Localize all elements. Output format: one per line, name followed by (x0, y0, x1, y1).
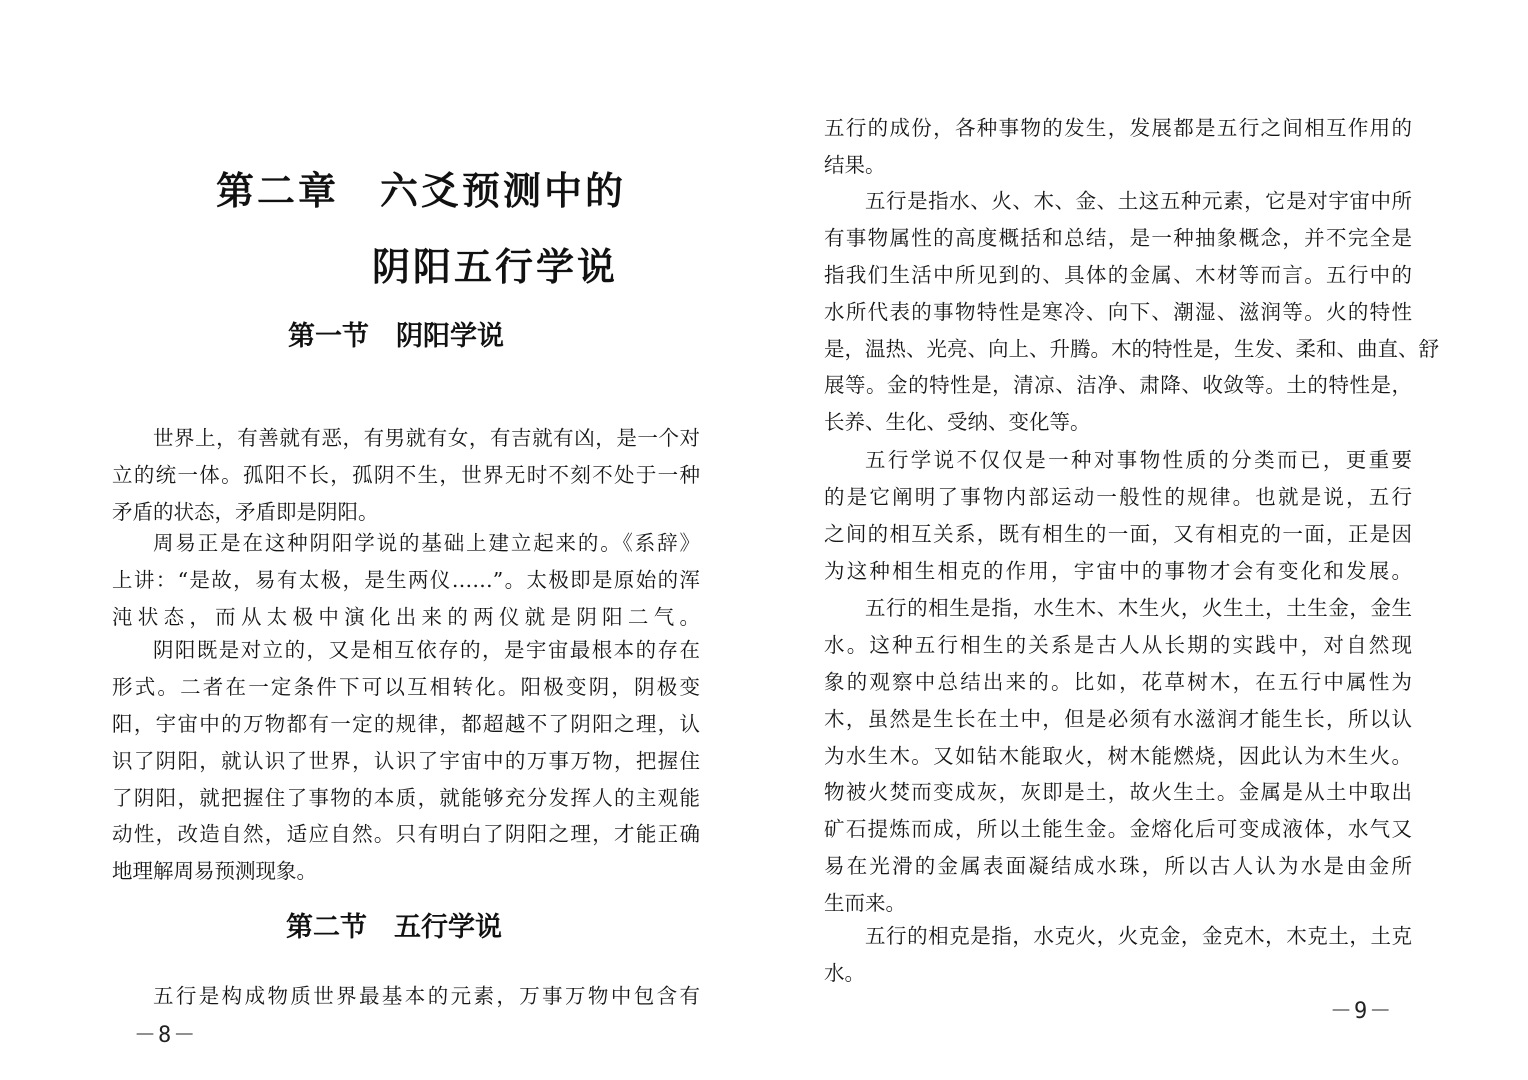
text-line: 水。这种五行相生的关系是古人从长期的实践中，对自然现 (824, 632, 1412, 657)
text-line: 为这种相生相克的作用，宇宙中的事物才会有变化和发展。 (824, 558, 1412, 583)
text-line: 的是它阐明了事物内部运动一般性的规律。也就是说，五行 (824, 484, 1412, 509)
text-line: 生而来。 (824, 891, 906, 916)
text-line: 五行是指水、火、木、金、土这五种元素，它是对宇宙中所 (865, 189, 1412, 213)
text-line: 为水生木。又如钻木能取火，树木能燃烧，因此认为木生火。 (824, 743, 1412, 768)
section-1-paragraph-3 (112, 632, 700, 890)
text-line: 五行的相生是指，水生木、木生火，火生土，土生金，金生 (865, 596, 1412, 620)
text-line: 世界上，有善就有恶，有男就有女，有吉就有凶，是一个对 (153, 426, 700, 450)
text-line: 周易正是在这种阴阳学说的基础上建立起来的。《系辞》 (153, 531, 700, 555)
section-2-paragraph-1 (112, 978, 700, 1015)
text-line: 结果。 (824, 152, 886, 177)
continued-paragraph (824, 110, 1412, 184)
text-line: 矛盾的状态，矛盾即是阴阳。 (112, 499, 379, 524)
section-2-heading: 第二节 五行学说 (286, 912, 502, 943)
text-line: 阳，宇宙中的万物都有一定的规律，都超越不了阴阳之理，认 (112, 711, 700, 736)
text-line: 地理解周易预测现象。 (112, 859, 317, 884)
paragraph-generation (824, 590, 1412, 922)
text-line: 水。 (824, 960, 865, 985)
text-line: 指我们生活中所见到的、具体的金属、木材等而言。五行中的 (824, 262, 1412, 287)
chapter-title-line-2: 阴阳五行学说 (372, 245, 619, 289)
text-line: 五行学说不仅仅是一种对事物性质的分类而已，更重要 (865, 448, 1412, 472)
text-line: 动性，改造自然，适应自然。只有明白了阴阳之理，才能正确 (112, 822, 700, 847)
text-line: 五行的成份，各种事物的发生，发展都是五行之间相互作用的 (824, 116, 1412, 140)
text-line: 上讲：“是故，易有太极，是生两仪……”。太极即是原始的浑 (112, 567, 700, 592)
text-line: 识了阴阳，就认识了世界，认识了宇宙中的万事万物，把握住 (112, 748, 700, 773)
text-line: 矿石提炼而成，所以土能生金。金熔化后可变成液体，水气又 (824, 817, 1412, 842)
section-1-paragraph-1 (112, 420, 700, 531)
text-line: 立的统一体。孤阳不长，孤阴不生，世界无时不刻不处于一种 (112, 462, 700, 487)
text-line: 长养、生化、受纳、变化等。 (824, 410, 1091, 435)
text-line: 沌状态，而从太极中演化出来的两仪就是阴阳二气。 (112, 604, 700, 629)
text-line: 展等。金的特性是，清凉、洁净、肃降、收敛等。土的特性是， (824, 373, 1412, 398)
text-line: 形式。二者在一定条件下可以互相转化。阳极变阴，阴极变 (112, 674, 700, 699)
text-line: 木，虽然是生长在土中，但是必须有水滋润才能生长，所以认 (824, 706, 1412, 731)
page-number-left: －8－ (134, 1023, 198, 1048)
text-line: 物被火焚而变成灰，灰即是土，故火生土。金属是从土中取出 (824, 780, 1412, 805)
page-number-right: －9－ (1330, 999, 1394, 1024)
section-1-heading: 第一节 阴阳学说 (288, 321, 504, 352)
text-line: 象的观察中总结出来的。比如，花草树木，在五行中属性为 (824, 669, 1412, 694)
right-page (764, 0, 1528, 1080)
paragraph-law (824, 442, 1412, 590)
paragraph-restraint (824, 918, 1412, 992)
text-line: 五行的相克是指，水克火，火克金，金克木，木克土，土克 (865, 924, 1412, 948)
section-1-paragraph-2 (112, 525, 700, 636)
chapter-title-line-1: 第二章 六爻预测中的 (216, 169, 627, 213)
text-line: 了阴阳，就把握住了事物的本质，就能够充分发挥人的主观能 (112, 785, 700, 810)
text-line: 五行是构成物质世界最基本的元素，万事万物中包含有 (153, 984, 700, 1008)
text-line: 水所代表的事物特性是寒冷、向下、潮湿、滋润等。火的特性 (824, 299, 1412, 324)
paragraph-elements (824, 183, 1439, 441)
text-line: 易在光滑的金属表面凝结成水珠，所以古人认为水是由金所 (824, 854, 1412, 879)
text-line: 有事物属性的高度概括和总结，是一种抽象概念，并不完全是 (824, 225, 1412, 250)
text-line: 是，温热、光亮、向上、升腾。木的特性是，生发、柔和、曲直、舒 (824, 336, 1439, 361)
text-line: 阴阳既是对立的，又是相互依存的，是宇宙最根本的存在 (153, 638, 700, 662)
text-line: 之间的相互关系，既有相生的一面，又有相克的一面，正是因 (824, 521, 1412, 546)
